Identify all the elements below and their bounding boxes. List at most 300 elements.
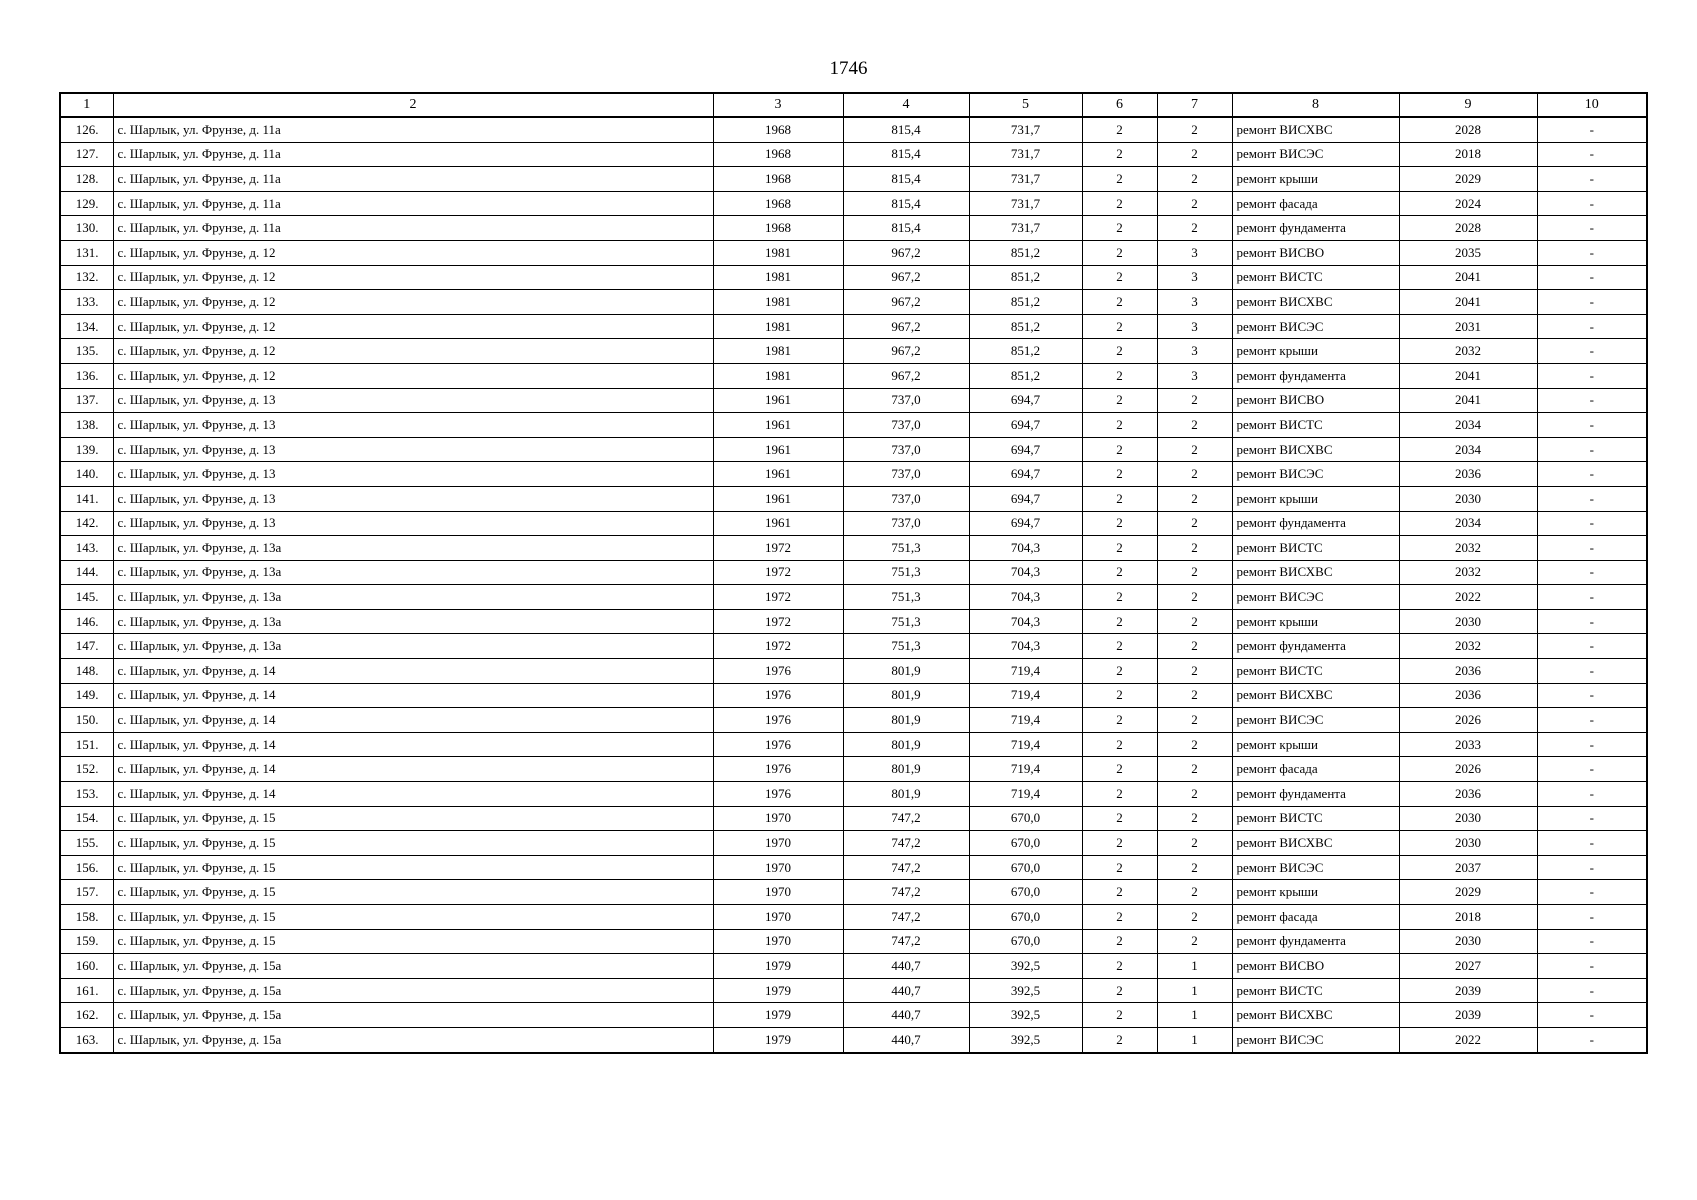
- cell-address: с. Шарлык, ул. Фрунзе, д. 15а: [113, 1027, 713, 1052]
- cell-row-number: 150.: [60, 708, 113, 733]
- cell-floors: 2: [1082, 167, 1157, 192]
- cell-year-built: 1981: [713, 363, 843, 388]
- cell-repair-type: ремонт ВИСЭС: [1232, 855, 1399, 880]
- table-row: [60, 486, 1647, 511]
- column-header: 7: [1157, 93, 1232, 117]
- column-header: 10: [1537, 93, 1647, 117]
- cell-status: -: [1537, 757, 1647, 782]
- table-row: [60, 290, 1647, 315]
- cell-planned-year: 2024: [1399, 191, 1537, 216]
- cell-year-built: 1970: [713, 929, 843, 954]
- cell-total-area: 801,9: [843, 782, 969, 807]
- cell-total-area: 815,4: [843, 191, 969, 216]
- cell-address: с. Шарлык, ул. Фрунзе, д. 12: [113, 290, 713, 315]
- cell-status: -: [1537, 462, 1647, 487]
- cell-living-area: 851,2: [969, 339, 1082, 364]
- table-row: [60, 536, 1647, 561]
- cell-entrances: 3: [1157, 314, 1232, 339]
- table-row: [60, 634, 1647, 659]
- cell-entrances: 2: [1157, 437, 1232, 462]
- cell-entrances: 3: [1157, 290, 1232, 315]
- cell-floors: 2: [1082, 290, 1157, 315]
- cell-status: -: [1537, 683, 1647, 708]
- cell-entrances: 2: [1157, 560, 1232, 585]
- cell-living-area: 704,3: [969, 585, 1082, 610]
- cell-total-area: 737,0: [843, 388, 969, 413]
- cell-repair-type: ремонт ВИСЭС: [1232, 462, 1399, 487]
- cell-floors: 2: [1082, 855, 1157, 880]
- cell-repair-type: ремонт крыши: [1232, 609, 1399, 634]
- cell-status: -: [1537, 880, 1647, 905]
- cell-year-built: 1976: [713, 782, 843, 807]
- cell-entrances: 3: [1157, 240, 1232, 265]
- cell-entrances: 2: [1157, 683, 1232, 708]
- cell-total-area: 747,2: [843, 855, 969, 880]
- cell-row-number: 128.: [60, 167, 113, 192]
- cell-planned-year: 2035: [1399, 240, 1537, 265]
- cell-entrances: 3: [1157, 363, 1232, 388]
- cell-planned-year: 2041: [1399, 290, 1537, 315]
- cell-living-area: 694,7: [969, 486, 1082, 511]
- cell-status: -: [1537, 560, 1647, 585]
- table-row: [60, 142, 1647, 167]
- cell-address: с. Шарлык, ул. Фрунзе, д. 11а: [113, 117, 713, 142]
- cell-year-built: 1976: [713, 732, 843, 757]
- cell-floors: 2: [1082, 978, 1157, 1003]
- cell-address: с. Шарлык, ул. Фрунзе, д. 14: [113, 683, 713, 708]
- cell-planned-year: 2037: [1399, 855, 1537, 880]
- cell-floors: 2: [1082, 314, 1157, 339]
- cell-planned-year: 2041: [1399, 363, 1537, 388]
- cell-year-built: 1981: [713, 339, 843, 364]
- cell-year-built: 1972: [713, 634, 843, 659]
- cell-year-built: 1979: [713, 1027, 843, 1052]
- cell-address: с. Шарлык, ул. Фрунзе, д. 11а: [113, 216, 713, 241]
- cell-living-area: 719,4: [969, 683, 1082, 708]
- cell-floors: 2: [1082, 536, 1157, 561]
- cell-year-built: 1968: [713, 167, 843, 192]
- cell-floors: 2: [1082, 142, 1157, 167]
- cell-planned-year: 2036: [1399, 782, 1537, 807]
- cell-entrances: 1: [1157, 954, 1232, 979]
- cell-planned-year: 2036: [1399, 462, 1537, 487]
- cell-entrances: 1: [1157, 978, 1232, 1003]
- cell-repair-type: ремонт фасада: [1232, 905, 1399, 930]
- cell-total-area: 747,2: [843, 929, 969, 954]
- cell-entrances: 2: [1157, 929, 1232, 954]
- table-row: [60, 511, 1647, 536]
- cell-planned-year: 2030: [1399, 929, 1537, 954]
- cell-repair-type: ремонт ВИСТС: [1232, 659, 1399, 684]
- cell-status: -: [1537, 216, 1647, 241]
- cell-total-area: 815,4: [843, 142, 969, 167]
- cell-repair-type: ремонт фундамента: [1232, 782, 1399, 807]
- cell-living-area: 851,2: [969, 290, 1082, 315]
- cell-repair-type: ремонт крыши: [1232, 880, 1399, 905]
- cell-floors: 2: [1082, 954, 1157, 979]
- cell-planned-year: 2029: [1399, 880, 1537, 905]
- table-row: [60, 806, 1647, 831]
- cell-address: с. Шарлык, ул. Фрунзе, д. 13: [113, 437, 713, 462]
- cell-entrances: 2: [1157, 708, 1232, 733]
- cell-address: с. Шарлык, ул. Фрунзе, д. 12: [113, 339, 713, 364]
- cell-repair-type: ремонт ВИСХВС: [1232, 683, 1399, 708]
- cell-year-built: 1961: [713, 511, 843, 536]
- cell-status: -: [1537, 240, 1647, 265]
- cell-living-area: 694,7: [969, 388, 1082, 413]
- cell-row-number: 140.: [60, 462, 113, 487]
- cell-repair-type: ремонт ВИСТС: [1232, 806, 1399, 831]
- cell-floors: 2: [1082, 708, 1157, 733]
- cell-repair-type: ремонт ВИСХВС: [1232, 437, 1399, 462]
- column-header: 8: [1232, 93, 1399, 117]
- cell-planned-year: 2036: [1399, 683, 1537, 708]
- cell-total-area: 747,2: [843, 831, 969, 856]
- cell-row-number: 162.: [60, 1003, 113, 1028]
- page-number: 1746: [829, 58, 868, 79]
- column-header: 6: [1082, 93, 1157, 117]
- cell-status: -: [1537, 659, 1647, 684]
- cell-row-number: 134.: [60, 314, 113, 339]
- cell-row-number: 139.: [60, 437, 113, 462]
- cell-row-number: 136.: [60, 363, 113, 388]
- cell-row-number: 157.: [60, 880, 113, 905]
- cell-floors: 2: [1082, 486, 1157, 511]
- cell-living-area: 704,3: [969, 634, 1082, 659]
- column-header: 3: [713, 93, 843, 117]
- cell-floors: 2: [1082, 413, 1157, 438]
- cell-total-area: 815,4: [843, 216, 969, 241]
- cell-planned-year: 2039: [1399, 1003, 1537, 1028]
- cell-repair-type: ремонт ВИСТС: [1232, 978, 1399, 1003]
- cell-total-area: 440,7: [843, 954, 969, 979]
- cell-living-area: 392,5: [969, 954, 1082, 979]
- cell-address: с. Шарлык, ул. Фрунзе, д. 14: [113, 782, 713, 807]
- cell-status: -: [1537, 363, 1647, 388]
- cell-address: с. Шарлык, ул. Фрунзе, д. 15: [113, 880, 713, 905]
- cell-entrances: 2: [1157, 634, 1232, 659]
- table-row: [60, 240, 1647, 265]
- cell-total-area: 440,7: [843, 1027, 969, 1052]
- cell-status: -: [1537, 536, 1647, 561]
- cell-row-number: 130.: [60, 216, 113, 241]
- cell-row-number: 131.: [60, 240, 113, 265]
- cell-row-number: 158.: [60, 905, 113, 930]
- cell-living-area: 704,3: [969, 560, 1082, 585]
- cell-status: -: [1537, 265, 1647, 290]
- cell-year-built: 1972: [713, 585, 843, 610]
- cell-address: с. Шарлык, ул. Фрунзе, д. 13а: [113, 585, 713, 610]
- cell-repair-type: ремонт фасада: [1232, 757, 1399, 782]
- cell-entrances: 2: [1157, 117, 1232, 142]
- cell-row-number: 148.: [60, 659, 113, 684]
- table-row: [60, 732, 1647, 757]
- cell-row-number: 160.: [60, 954, 113, 979]
- cell-entrances: 2: [1157, 659, 1232, 684]
- table-row: [60, 609, 1647, 634]
- cell-floors: 2: [1082, 905, 1157, 930]
- table-row: [60, 954, 1647, 979]
- cell-row-number: 141.: [60, 486, 113, 511]
- cell-address: с. Шарлык, ул. Фрунзе, д. 15: [113, 831, 713, 856]
- cell-repair-type: ремонт крыши: [1232, 339, 1399, 364]
- cell-row-number: 142.: [60, 511, 113, 536]
- cell-entrances: 2: [1157, 855, 1232, 880]
- cell-living-area: 851,2: [969, 265, 1082, 290]
- cell-entrances: 2: [1157, 388, 1232, 413]
- cell-status: -: [1537, 314, 1647, 339]
- cell-year-built: 1976: [713, 659, 843, 684]
- cell-entrances: 3: [1157, 265, 1232, 290]
- cell-row-number: 127.: [60, 142, 113, 167]
- column-header: 9: [1399, 93, 1537, 117]
- cell-planned-year: 2032: [1399, 634, 1537, 659]
- cell-total-area: 737,0: [843, 413, 969, 438]
- cell-repair-type: ремонт ВИСЭС: [1232, 585, 1399, 610]
- cell-year-built: 1976: [713, 708, 843, 733]
- cell-address: с. Шарлык, ул. Фрунзе, д. 15а: [113, 954, 713, 979]
- cell-planned-year: 2032: [1399, 536, 1537, 561]
- cell-entrances: 2: [1157, 757, 1232, 782]
- cell-year-built: 1972: [713, 560, 843, 585]
- cell-living-area: 670,0: [969, 806, 1082, 831]
- table-row: [60, 167, 1647, 192]
- cell-repair-type: ремонт ВИСХВС: [1232, 831, 1399, 856]
- cell-status: -: [1537, 954, 1647, 979]
- cell-floors: 2: [1082, 437, 1157, 462]
- cell-year-built: 1981: [713, 265, 843, 290]
- cell-living-area: 704,3: [969, 536, 1082, 561]
- cell-address: с. Шарлык, ул. Фрунзе, д. 13а: [113, 634, 713, 659]
- cell-status: -: [1537, 929, 1647, 954]
- cell-repair-type: ремонт фундамента: [1232, 511, 1399, 536]
- cell-planned-year: 2036: [1399, 659, 1537, 684]
- cell-planned-year: 2018: [1399, 142, 1537, 167]
- table-row: [60, 659, 1647, 684]
- cell-entrances: 2: [1157, 462, 1232, 487]
- table-row: [60, 708, 1647, 733]
- cell-repair-type: ремонт ВИСТС: [1232, 413, 1399, 438]
- cell-total-area: 801,9: [843, 732, 969, 757]
- cell-status: -: [1537, 806, 1647, 831]
- table-row: [60, 191, 1647, 216]
- cell-floors: 2: [1082, 634, 1157, 659]
- cell-planned-year: 2027: [1399, 954, 1537, 979]
- table-row: [60, 880, 1647, 905]
- cell-entrances: 2: [1157, 609, 1232, 634]
- cell-status: -: [1537, 413, 1647, 438]
- cell-repair-type: ремонт крыши: [1232, 167, 1399, 192]
- cell-planned-year: 2022: [1399, 1027, 1537, 1052]
- cell-status: -: [1537, 905, 1647, 930]
- cell-row-number: 146.: [60, 609, 113, 634]
- cell-total-area: 815,4: [843, 117, 969, 142]
- cell-row-number: 163.: [60, 1027, 113, 1052]
- cell-repair-type: ремонт ВИСЭС: [1232, 708, 1399, 733]
- cell-planned-year: 2030: [1399, 831, 1537, 856]
- cell-entrances: 2: [1157, 216, 1232, 241]
- cell-total-area: 751,3: [843, 609, 969, 634]
- cell-year-built: 1968: [713, 191, 843, 216]
- cell-living-area: 719,4: [969, 757, 1082, 782]
- cell-planned-year: 2034: [1399, 413, 1537, 438]
- cell-status: -: [1537, 1027, 1647, 1052]
- cell-planned-year: 2041: [1399, 388, 1537, 413]
- cell-year-built: 1961: [713, 388, 843, 413]
- cell-living-area: 731,7: [969, 167, 1082, 192]
- cell-planned-year: 2032: [1399, 560, 1537, 585]
- cell-year-built: 1961: [713, 413, 843, 438]
- cell-address: с. Шарлык, ул. Фрунзе, д. 15: [113, 905, 713, 930]
- cell-repair-type: ремонт ВИСЭС: [1232, 1027, 1399, 1052]
- cell-year-built: 1981: [713, 240, 843, 265]
- cell-repair-type: ремонт фундамента: [1232, 929, 1399, 954]
- header-row: [60, 93, 1647, 117]
- cell-address: с. Шарлык, ул. Фрунзе, д. 15: [113, 806, 713, 831]
- table-row: [60, 1027, 1647, 1052]
- cell-entrances: 2: [1157, 831, 1232, 856]
- cell-entrances: 2: [1157, 806, 1232, 831]
- cell-row-number: 147.: [60, 634, 113, 659]
- cell-address: с. Шарлык, ул. Фрунзе, д. 15а: [113, 978, 713, 1003]
- cell-year-built: 1979: [713, 954, 843, 979]
- cell-address: с. Шарлык, ул. Фрунзе, д. 13а: [113, 609, 713, 634]
- table-row: [60, 339, 1647, 364]
- cell-total-area: 967,2: [843, 290, 969, 315]
- column-header: 4: [843, 93, 969, 117]
- cell-status: -: [1537, 782, 1647, 807]
- cell-floors: 2: [1082, 1003, 1157, 1028]
- cell-total-area: 737,0: [843, 486, 969, 511]
- table-row: [60, 216, 1647, 241]
- cell-repair-type: ремонт ВИСВО: [1232, 240, 1399, 265]
- table-row: [60, 1003, 1647, 1028]
- table-row: [60, 905, 1647, 930]
- cell-status: -: [1537, 191, 1647, 216]
- cell-entrances: 2: [1157, 585, 1232, 610]
- cell-status: -: [1537, 142, 1647, 167]
- cell-repair-type: ремонт крыши: [1232, 732, 1399, 757]
- cell-entrances: 2: [1157, 880, 1232, 905]
- cell-entrances: 2: [1157, 142, 1232, 167]
- cell-repair-type: ремонт фундамента: [1232, 634, 1399, 659]
- cell-total-area: 747,2: [843, 905, 969, 930]
- cell-planned-year: 2034: [1399, 437, 1537, 462]
- cell-floors: 2: [1082, 732, 1157, 757]
- cell-total-area: 815,4: [843, 167, 969, 192]
- cell-living-area: 694,7: [969, 511, 1082, 536]
- cell-address: с. Шарлык, ул. Фрунзе, д. 14: [113, 659, 713, 684]
- cell-total-area: 747,2: [843, 880, 969, 905]
- cell-status: -: [1537, 339, 1647, 364]
- cell-total-area: 737,0: [843, 462, 969, 487]
- cell-floors: 2: [1082, 683, 1157, 708]
- cell-total-area: 801,9: [843, 683, 969, 708]
- cell-living-area: 392,5: [969, 1027, 1082, 1052]
- cell-living-area: 719,4: [969, 782, 1082, 807]
- cell-living-area: 670,0: [969, 905, 1082, 930]
- cell-total-area: 801,9: [843, 659, 969, 684]
- cell-floors: 2: [1082, 216, 1157, 241]
- cell-address: с. Шарлык, ул. Фрунзе, д. 13а: [113, 560, 713, 585]
- cell-living-area: 694,7: [969, 413, 1082, 438]
- cell-repair-type: ремонт ВИСЭС: [1232, 314, 1399, 339]
- cell-floors: 2: [1082, 240, 1157, 265]
- cell-status: -: [1537, 117, 1647, 142]
- cell-address: с. Шарлык, ул. Фрунзе, д. 13: [113, 511, 713, 536]
- cell-year-built: 1981: [713, 290, 843, 315]
- cell-status: -: [1537, 388, 1647, 413]
- cell-year-built: 1970: [713, 855, 843, 880]
- cell-living-area: 670,0: [969, 855, 1082, 880]
- cell-total-area: 440,7: [843, 978, 969, 1003]
- cell-entrances: 2: [1157, 413, 1232, 438]
- cell-address: с. Шарлык, ул. Фрунзе, д. 13: [113, 413, 713, 438]
- cell-status: -: [1537, 609, 1647, 634]
- cell-status: -: [1537, 585, 1647, 610]
- cell-year-built: 1961: [713, 437, 843, 462]
- cell-living-area: 719,4: [969, 732, 1082, 757]
- cell-entrances: 3: [1157, 339, 1232, 364]
- cell-year-built: 1968: [713, 142, 843, 167]
- cell-status: -: [1537, 855, 1647, 880]
- cell-status: -: [1537, 831, 1647, 856]
- cell-repair-type: ремонт ВИСХВС: [1232, 560, 1399, 585]
- cell-total-area: 747,2: [843, 806, 969, 831]
- cell-living-area: 731,7: [969, 191, 1082, 216]
- cell-repair-type: ремонт ВИСХВС: [1232, 1003, 1399, 1028]
- cell-status: -: [1537, 290, 1647, 315]
- column-header: 2: [113, 93, 713, 117]
- cell-planned-year: 2032: [1399, 339, 1537, 364]
- cell-address: с. Шарлык, ул. Фрунзе, д. 11а: [113, 191, 713, 216]
- cell-year-built: 1961: [713, 462, 843, 487]
- cell-total-area: 440,7: [843, 1003, 969, 1028]
- cell-status: -: [1537, 1003, 1647, 1028]
- cell-floors: 2: [1082, 191, 1157, 216]
- cell-status: -: [1537, 511, 1647, 536]
- cell-row-number: 154.: [60, 806, 113, 831]
- cell-address: с. Шарлык, ул. Фрунзе, д. 12: [113, 314, 713, 339]
- cell-total-area: 737,0: [843, 511, 969, 536]
- cell-entrances: 2: [1157, 511, 1232, 536]
- cell-planned-year: 2030: [1399, 609, 1537, 634]
- cell-address: с. Шарлык, ул. Фрунзе, д. 13а: [113, 536, 713, 561]
- cell-total-area: 967,2: [843, 314, 969, 339]
- cell-row-number: 149.: [60, 683, 113, 708]
- cell-repair-type: ремонт ВИСВО: [1232, 388, 1399, 413]
- cell-entrances: 2: [1157, 167, 1232, 192]
- cell-status: -: [1537, 732, 1647, 757]
- table-row: [60, 437, 1647, 462]
- cell-year-built: 1976: [713, 757, 843, 782]
- cell-total-area: 801,9: [843, 757, 969, 782]
- cell-address: с. Шарлык, ул. Фрунзе, д. 12: [113, 363, 713, 388]
- cell-floors: 2: [1082, 929, 1157, 954]
- cell-row-number: 153.: [60, 782, 113, 807]
- cell-repair-type: ремонт ВИСХВС: [1232, 117, 1399, 142]
- table-row: [60, 585, 1647, 610]
- cell-floors: 2: [1082, 117, 1157, 142]
- table-row: [60, 314, 1647, 339]
- cell-planned-year: 2029: [1399, 167, 1537, 192]
- cell-repair-type: ремонт фундамента: [1232, 216, 1399, 241]
- cell-living-area: 851,2: [969, 240, 1082, 265]
- cell-total-area: 801,9: [843, 708, 969, 733]
- cell-row-number: 133.: [60, 290, 113, 315]
- cell-planned-year: 2030: [1399, 486, 1537, 511]
- cell-total-area: 751,3: [843, 634, 969, 659]
